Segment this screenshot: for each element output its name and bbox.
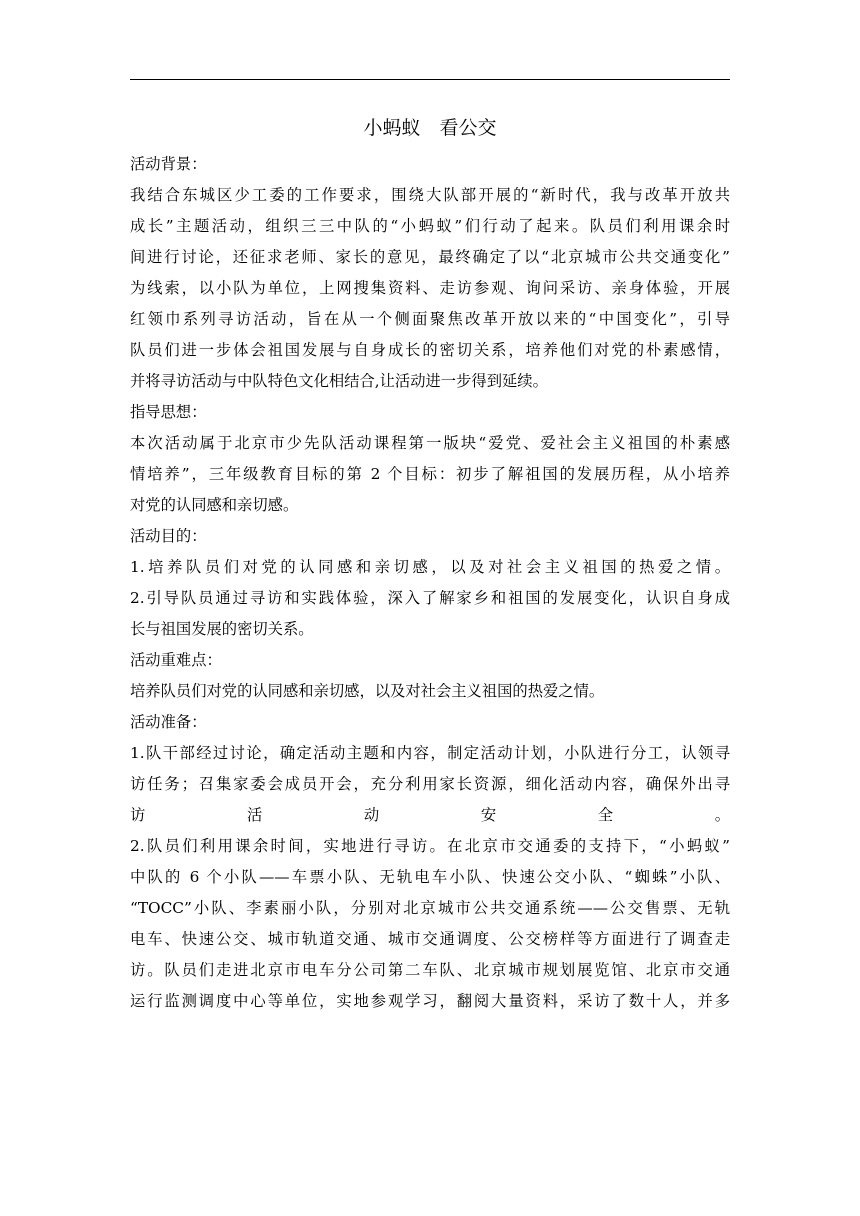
text-line: 我结合东城区少工委的工作要求，围绕大队部开展的“新时代，我与改革开放共 xyxy=(130,186,730,204)
text-line: 并将寻访活动与中队特色文化相结合,让活动进一步得到延续。 xyxy=(130,372,548,390)
text-line: 间进行讨论，还征求老师、家长的意见，最终确定了以“北京城市公共交通变化” xyxy=(130,248,730,266)
text-line: 培养队员们对党的认同感和亲切感，以及对社会主义祖国的热爱之情。 xyxy=(130,682,605,700)
section-heading: 指导思想： xyxy=(130,403,207,421)
text-line: 中队的 6 个小队——车票小队、无轨电车小队、快速公交小队、“蜘蛛”小队、 xyxy=(130,868,730,886)
section-paragraph xyxy=(130,552,730,645)
text-line: “TOCC”小队、李素丽小队，分别对北京城市公共交通系统——公交售票、无轨 xyxy=(130,899,730,917)
section-paragraph xyxy=(130,738,730,1017)
text-line: 1.队干部经过讨论，确定活动主题和内容，制定活动计划，小队进行分工，认领寻 xyxy=(130,744,730,762)
text-line: 访。队员们走进北京市电车分公司第二车队、北京城市规划展览馆、北京市交通 xyxy=(130,961,730,979)
section-heading: 活动目的： xyxy=(130,527,207,545)
text-line: 1.培养队员们对党的认同感和亲切感，以及对社会主义祖国的热爱之情。 xyxy=(130,558,730,576)
document-body xyxy=(130,149,730,1017)
text-line: 情培养”，三年级教育目标的第 2 个目标：初步了解祖国的发展历程，从小培养 xyxy=(130,465,730,483)
text-line: 访任务；召集家委会成员开会，充分利用家长资源，细化活动内容，确保外出寻 xyxy=(130,775,730,793)
text-line: 2.引导队员通过寻访和实践体验，深入了解家乡和祖国的发展变化，认识自身成 xyxy=(130,589,730,607)
text-line: 电车、快速公交、城市轨道交通、城市交通调度、公交榜样等方面进行了调查走 xyxy=(130,930,730,948)
text-line: 运行监测调度中心等单位，实地参观学习，翻阅大量资料，采访了数十人，并多 xyxy=(130,992,730,1010)
text-line: 访活动安全。 xyxy=(130,806,730,824)
text-line: 对党的认同感和亲切感。 xyxy=(130,496,299,514)
document-title: 小蚂蚁 看公交 xyxy=(363,117,497,139)
section-heading: 活动准备： xyxy=(130,713,207,731)
text-line: 成长”主题活动，组织三三中队的“小蚂蚁”们行动了起来。队员们利用课余时 xyxy=(130,217,730,235)
text-line: 长与祖国发展的密切关系。 xyxy=(130,620,314,638)
section-heading: 活动重难点： xyxy=(130,651,222,669)
section-paragraph xyxy=(130,428,730,521)
text-line: 队员们进一步体会祖国发展与自身成长的密切关系，培养他们对党的朴素感情， xyxy=(130,341,730,359)
section-heading: 活动背景： xyxy=(130,155,207,173)
header-rule xyxy=(130,79,730,80)
text-line: 红领巾系列寻访活动，旨在从一个侧面聚焦改革开放以来的“中国变化”，引导 xyxy=(130,310,730,328)
text-line: 本次活动属于北京市少先队活动课程第一版块“爱党、爱社会主义祖国的朴素感 xyxy=(130,434,730,452)
text-line: 为线索，以小队为单位，上网搜集资料、走访参观、询问采访、亲身体验，开展 xyxy=(130,279,730,297)
section-paragraph xyxy=(130,180,730,397)
section-paragraph xyxy=(130,676,730,707)
text-line: 2.队员们利用课余时间，实地进行寻访。在北京市交通委的支持下，“小蚂蚁” xyxy=(130,837,730,855)
